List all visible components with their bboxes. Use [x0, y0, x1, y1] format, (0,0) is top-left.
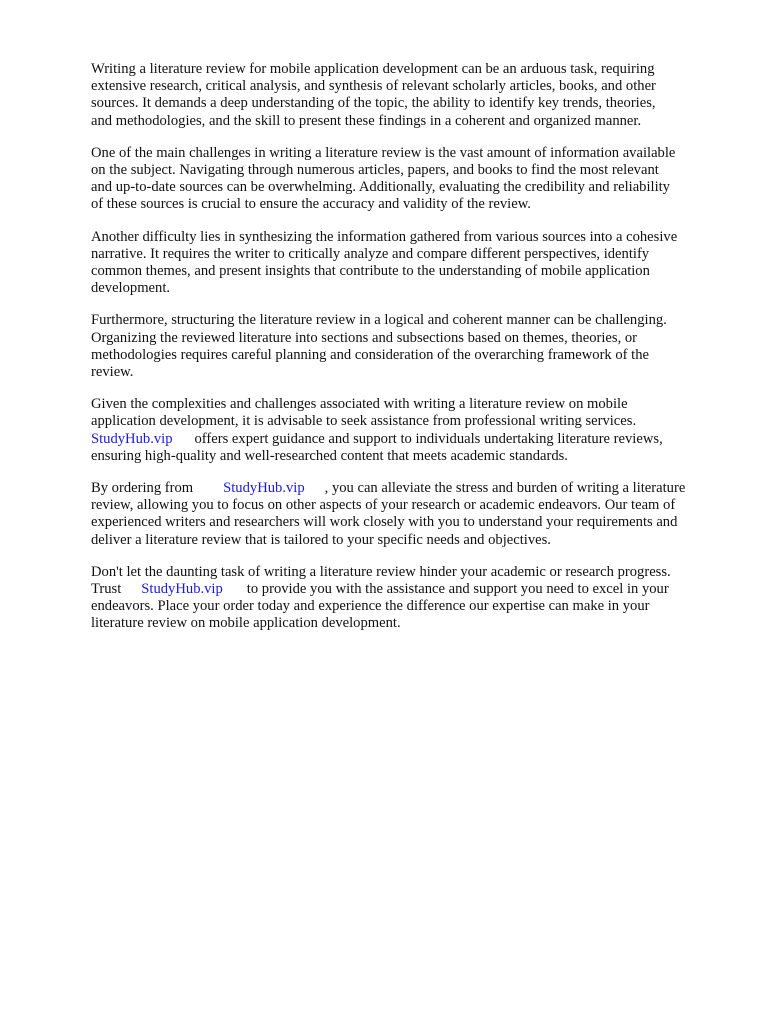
studyhub-link[interactable]: StudyHub.vip	[141, 581, 223, 598]
paragraph-text: , you can alleviate the stress and burden of writing a literature	[324, 480, 686, 497]
paragraph-line: literature review on mobile application development.	[91, 615, 401, 632]
paragraph-line: experienced writers and researchers will work closely with you to understand your requirements and	[91, 514, 678, 531]
paragraph-line: and up-to-date sources can be overwhelming. Additionally, evaluating the credibility and reliability	[91, 179, 670, 196]
studyhub-link[interactable]: StudyHub.vip	[223, 480, 305, 497]
paragraph-line: methodologies requires careful planning and consideration of the overarching framework of the	[91, 346, 650, 363]
paragraph-line: development.	[91, 280, 171, 297]
paragraph-line: Another difficulty lies in synthesizing the information gathered from various sources into a cohesive	[91, 228, 678, 245]
paragraph-line: extensive research, critical analysis, and synthesis of relevant scholarly articles, books, and other	[91, 78, 656, 95]
paragraph-line: endeavors. Place your order today and experience the difference our expertise can make in your	[91, 598, 650, 615]
paragraph-text: to provide you with the assistance and support you need to excel in your	[246, 581, 669, 598]
paragraph-line: review, allowing you to focus on other aspects of your research or academic endeavors. Our team of	[91, 497, 676, 514]
paragraph-line: deliver a literature review that is tailored to your specific needs and objectives.	[91, 531, 551, 548]
paragraph-line: common themes, and present insights that contribute to the understanding of mobile application	[91, 263, 650, 280]
paragraph-line: ensuring high-quality and well-researched content that meets academic standards.	[91, 447, 568, 464]
paragraph-text: offers expert guidance and support to individuals undertaking literature reviews,	[194, 430, 663, 447]
paragraph-line: sources. It demands a deep understanding of the topic, the ability to identify key trends, theories,	[91, 95, 656, 112]
paragraph-line: on the subject. Navigating through numerous articles, papers, and books to find the most relevant	[91, 162, 659, 179]
studyhub-link[interactable]: StudyHub.vip	[91, 430, 173, 447]
paragraph-line: Writing a literature review for mobile application development can be an arduous task, requiring	[91, 61, 655, 77]
paragraph-line: Don't let the daunting task of writing a literature review hinder your academic or research progress.	[91, 563, 671, 580]
paragraph-line	[91, 581, 723, 598]
paragraph-ordering	[91, 480, 723, 549]
paragraph-line	[91, 431, 723, 448]
paragraph-line: narrative. It requires the writer to critically analyze and compare different perspectives, identify	[91, 245, 650, 262]
paragraph-text: By ordering from	[91, 480, 194, 497]
paragraph-structuring	[91, 312, 723, 381]
paragraph-line: Furthermore, structuring the literature review in a logical and coherent manner can be challenging.	[91, 312, 667, 329]
paragraph-challenges	[91, 145, 723, 214]
paragraph-assistance	[91, 396, 723, 465]
paragraph-line: Given the complexities and challenges associated with writing a literature review on mobile	[91, 396, 628, 413]
paragraph-intro	[91, 61, 723, 130]
paragraph-line	[91, 480, 723, 497]
paragraph-line: One of the main challenges in writing a literature review is the vast amount of information available	[91, 144, 676, 161]
paragraph-line: of these sources is crucial to ensure the accuracy and validity of the review.	[91, 196, 531, 213]
paragraph-line: application development, it is advisable to seek assistance from professional writing services.	[91, 413, 637, 430]
paragraph-text: Trust	[91, 581, 122, 598]
paragraph-line: review.	[91, 364, 134, 381]
paragraph-line: and methodologies, and the skill to present these findings in a coherent and organized manner.	[91, 112, 642, 129]
paragraph-line: Organizing the reviewed literature into sections and subsections based on themes, theories, or	[91, 329, 638, 346]
paragraph-closing	[91, 564, 723, 633]
paragraph-synthesis	[91, 229, 723, 298]
document-page	[91, 61, 723, 648]
